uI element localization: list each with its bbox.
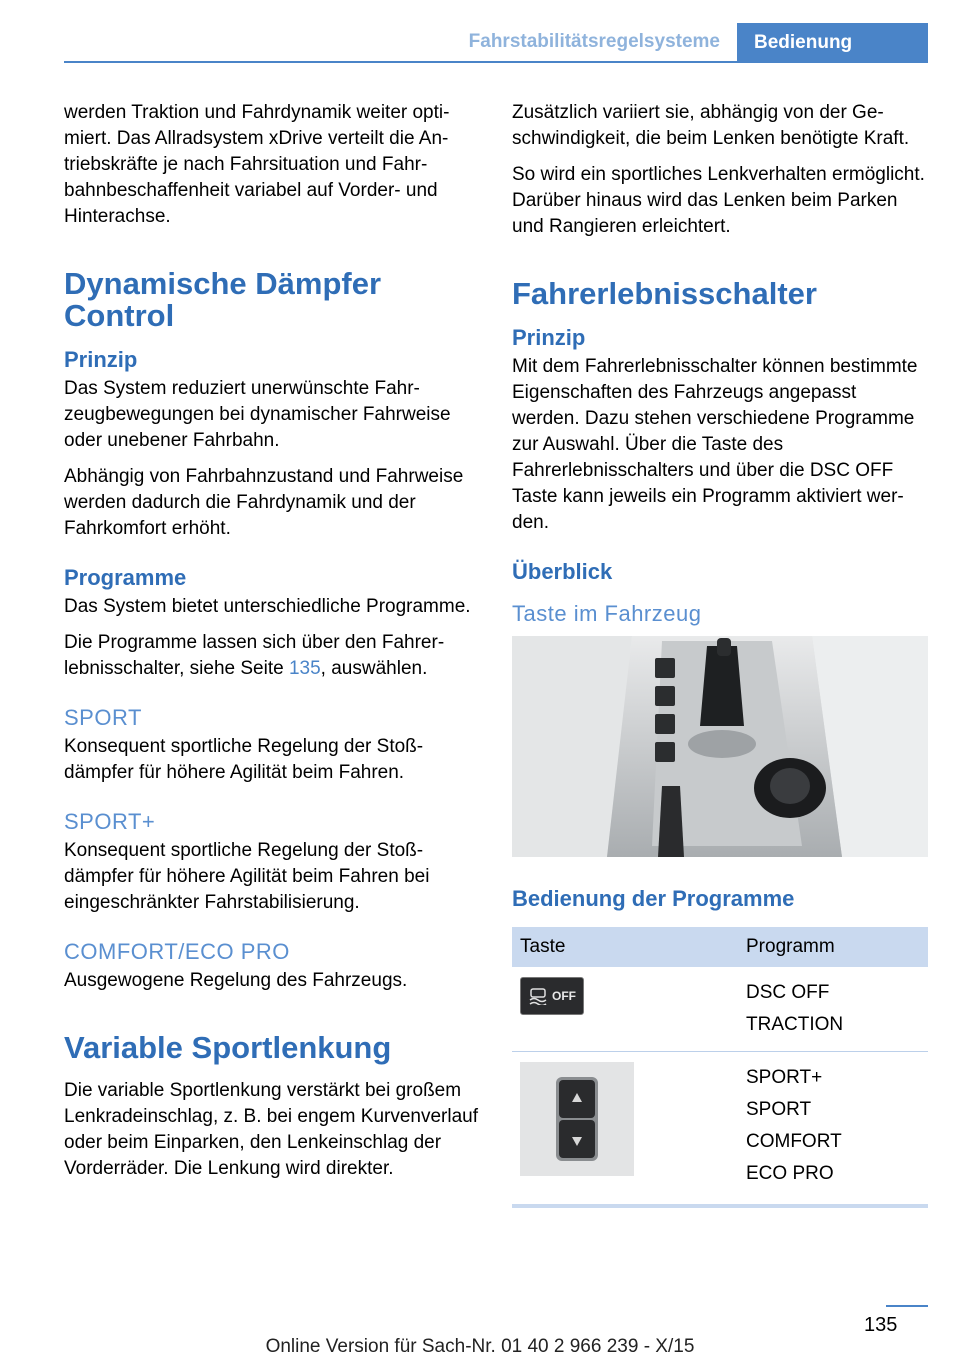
- heading-programme: Programme: [64, 565, 187, 590]
- heading-variable-sportlenkung: Variable Sportlenkung: [64, 1030, 392, 1065]
- table-cell-taste: [512, 1052, 738, 1201]
- rocker-switch-icon: [520, 1062, 634, 1176]
- programme-paragraph-2: [64, 630, 484, 682]
- right-paragraph-2: So wird ein sportliches Lenkverhalten ermöglicht. Darüber hinaus wird das Lenken beim Parken und Rangieren erleichtert.: [512, 164, 925, 237]
- center-console-illustration: [512, 636, 928, 857]
- prinzip-paragraph-2: Abhängig von Fahrbahnzustand und Fahrweise werden dadurch die Fahrdynamik und der Fahrkomfort erhöht.: [64, 466, 464, 539]
- heading-prinzip-right: Prinzip: [512, 325, 586, 350]
- running-head-section: Fahrstabilitätsregelsysteme: [468, 31, 720, 52]
- program-label: ECO PRO: [746, 1163, 834, 1184]
- heading-bedienung-programme: Bedienung der Programme: [512, 886, 795, 911]
- table-cell-programm: [738, 1052, 928, 1201]
- heading-prinzip: Prinzip: [64, 347, 138, 372]
- right-paragraph-1: Zusätzlich variiert sie, abhängig von der Geschwindigkeit, die beim Lenken benötigte Kraft.: [512, 102, 910, 149]
- table-cell-programm: [738, 967, 928, 1052]
- heading-taste-im-fahrzeug: Taste im Fahrzeug: [512, 601, 702, 626]
- program-label: DSC OFF: [746, 982, 830, 1003]
- heading-ueberblick: Überblick: [512, 559, 613, 584]
- page-number: 135: [864, 1314, 898, 1336]
- prinzip-paragraph-1: Das System reduziert unerwünschte Fahrzeugbewegungen bei dynamischer Fahrweise oder unebener Fahrbahn.: [64, 378, 451, 451]
- dsc-off-button-icon: [520, 977, 584, 1015]
- footer-text: Online Version für Sach-Nr. 01 40 2 966 239 - X/15: [265, 1336, 695, 1357]
- page-reference-link[interactable]: 135: [288, 658, 321, 679]
- programme-text-a: Die Programme lassen sich über den Fahrerlebnisschalter, siehe Seite: [64, 632, 445, 679]
- heading-comfort-eco-pro: COMFORT/ECO PRO: [64, 939, 290, 964]
- table-row: [512, 967, 928, 1052]
- heading-sport: SPORT: [64, 705, 142, 730]
- programs-table: [512, 927, 928, 1200]
- table-row: [512, 1052, 928, 1201]
- intro-paragraph: werden Traktion und Fahrdynamik weiter optimiert. Das Allradsystem xDrive verteilt die Antriebskräfte je nach Fahrsituation und Fahrbahnbeschaffenheit variabel auf Vorder- und Hinterachse.: [64, 102, 450, 227]
- table-bottom-rule: [512, 1204, 928, 1208]
- sport-paragraph: Konsequent sportliche Regelung der Stoßdämpfer für höhere Agilität beim Fahren.: [64, 736, 424, 783]
- header-rule: [64, 61, 928, 63]
- table-header-taste: Taste: [512, 927, 738, 967]
- program-label: COMFORT: [746, 1131, 842, 1152]
- table-cell-taste: [512, 967, 738, 1052]
- program-label: TRACTION: [746, 1014, 844, 1035]
- off-label: OFF: [552, 989, 576, 1003]
- comfort-paragraph: Ausgewogene Regelung des Fahrzeugs.: [64, 970, 408, 991]
- table-header-programm: Programm: [738, 927, 928, 967]
- programme-text-b: , auswählen.: [320, 658, 428, 679]
- prinzip-right-paragraph: Mit dem Fahrerlebnisschalter können bestimmte Eigenschaften des Fahrzeugs angepasst werden. Dazu stehen verschiedene Programme zur Auswahl. Über die Taste des Fahrerlebnisschalters und über die DSC OFF Taste kann jeweils ein Programm aktiviert werden.: [512, 356, 918, 533]
- heading-dynamische-daempfer: Dynamische Dämpfer Control: [64, 266, 382, 333]
- footer-rule: [886, 1305, 928, 1307]
- heading-sport-plus: SPORT+: [64, 809, 156, 834]
- program-label: SPORT+: [746, 1067, 823, 1088]
- sport-plus-paragraph: Konsequent sportliche Regelung der Stoßdämpfer für höhere Agilität beim Fahren bei eingeschränkter Fahrstabilisierung.: [64, 840, 430, 913]
- center-console-photo: [512, 636, 928, 857]
- programme-paragraph-1: Das System bietet unterschiedliche Programme.: [64, 596, 471, 617]
- variable-paragraph: Die variable Sportlenkung verstärkt bei großem Lenkradeinschlag, z. B. bei engem Kurvenverlauf oder beim Einparken, den Lenkeinschlag der Vorderräder. Die Lenkung wird direkter.: [64, 1080, 479, 1179]
- heading-fahrerlebnisschalter: Fahrerlebnisschalter: [512, 276, 817, 311]
- right-column: [512, 100, 928, 1208]
- running-head-tab: Bedienung: [737, 23, 928, 63]
- left-column: [64, 100, 484, 1192]
- program-label: SPORT: [746, 1099, 812, 1120]
- skid-car-icon: [528, 987, 548, 1005]
- up-down-rocker-icon: [555, 1076, 599, 1162]
